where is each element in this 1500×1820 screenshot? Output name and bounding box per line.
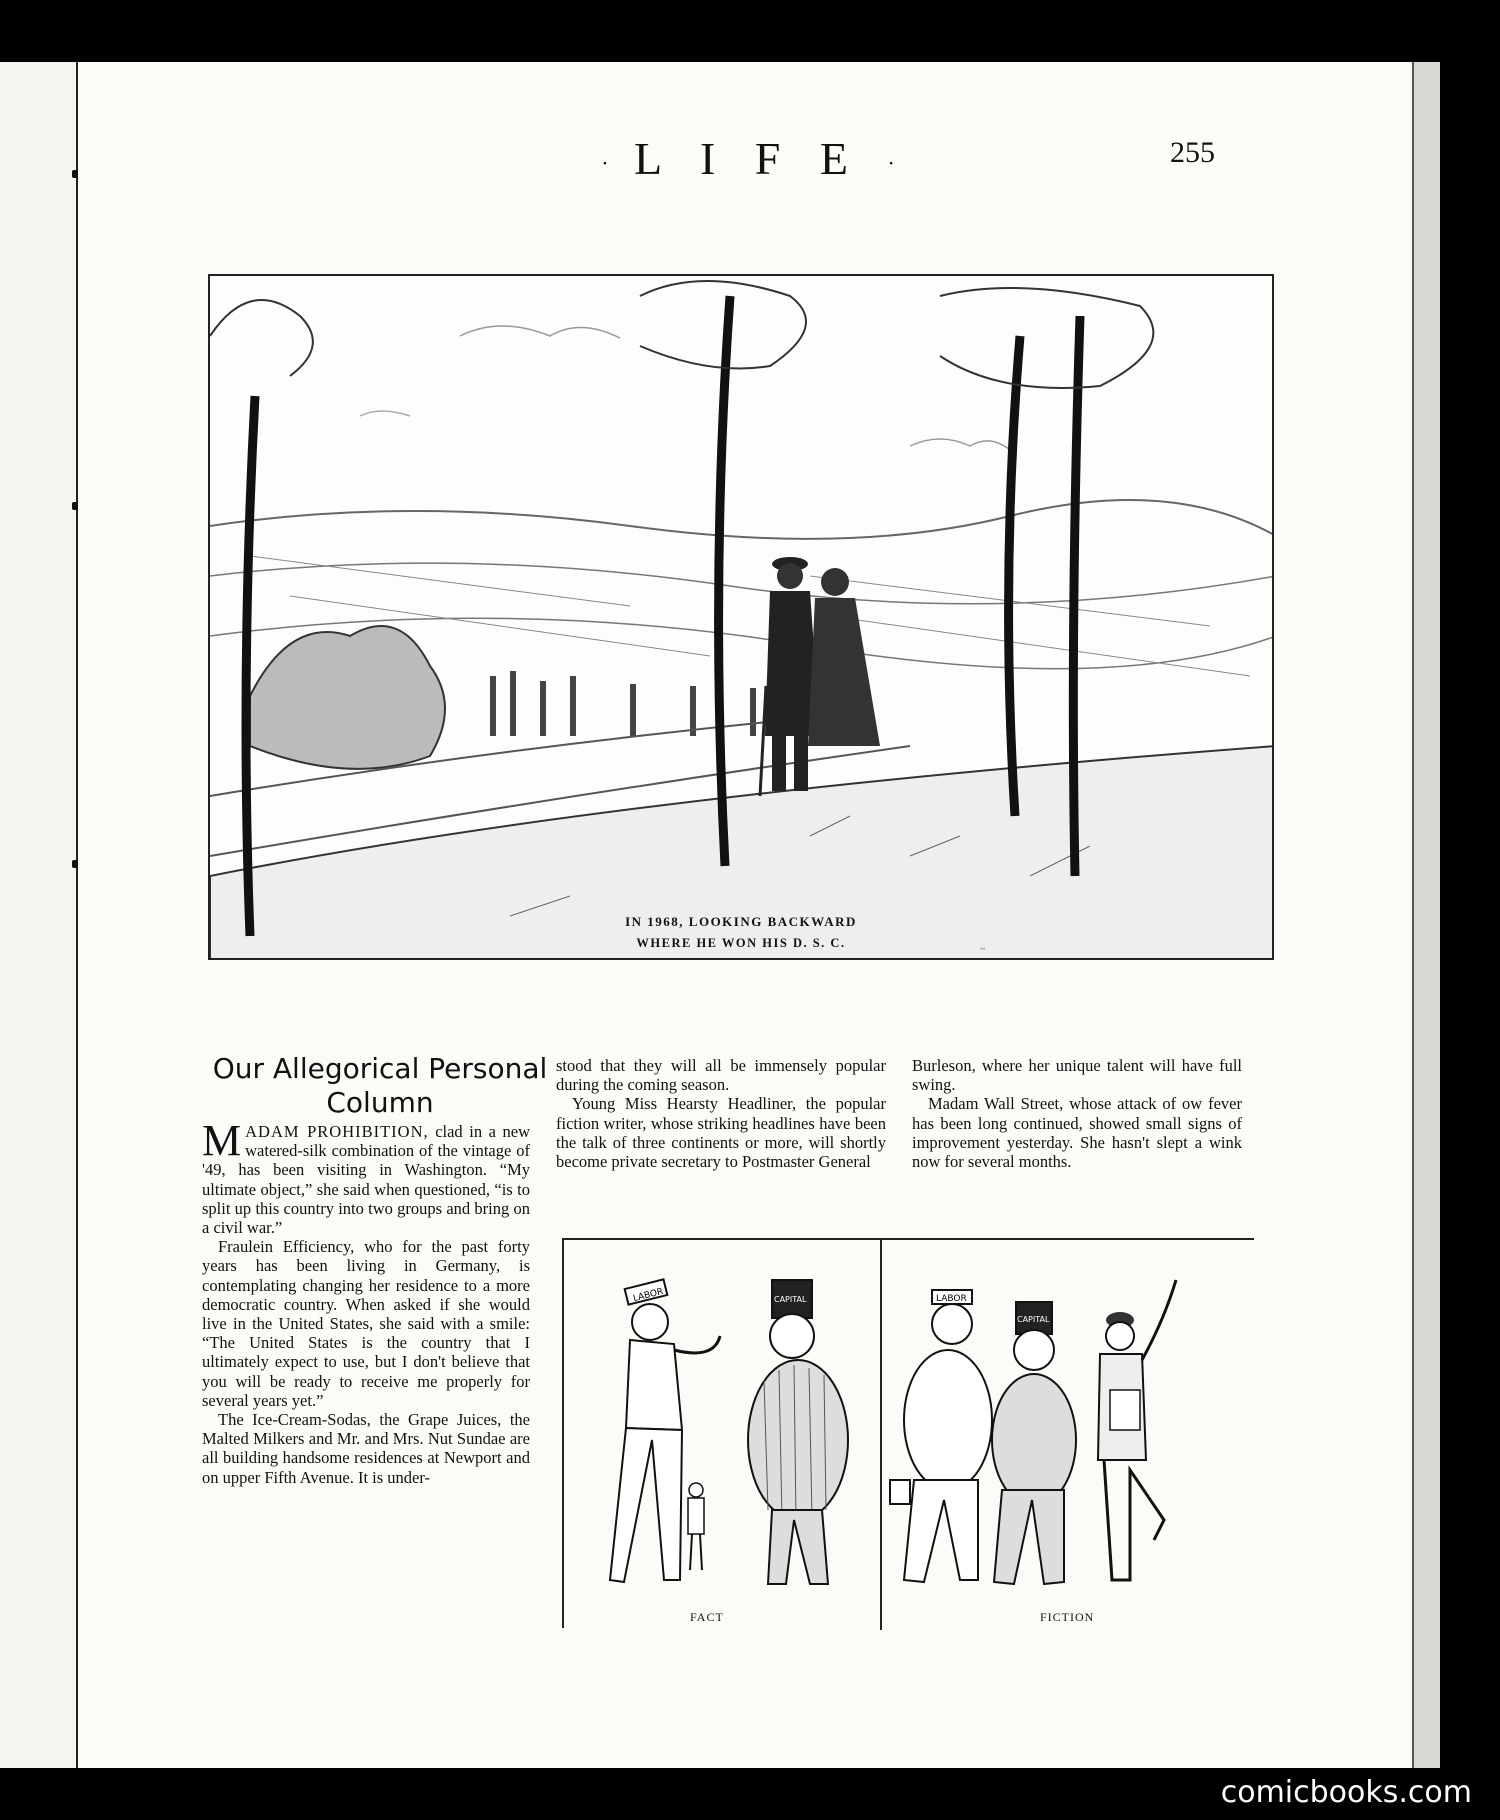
article-column-2 [556, 1056, 886, 1171]
page-number: 255 [1170, 136, 1215, 169]
magazine-title: L I F E [634, 133, 862, 184]
site-watermark: comicbooks.com [1220, 1775, 1472, 1810]
paragraph-sodas: The Ice-Cream-Sodas, the Grape Juices, the Malted Milkers and Mr. and Mrs. Nut Sundae are all building handsome residences at Newport and on upper Fifth Avenue. It is under- [202, 1410, 530, 1487]
paragraph-headliner: Young Miss Hearsty Headliner, the popular fiction writer, whose striking headlines have been the talk of three continents or more, will shortly become private secretary to Postmaster General [556, 1094, 886, 1172]
fact-small-figure [688, 1483, 704, 1570]
paragraph-continued: stood that they will all be immensely popular during the coming season. [556, 1056, 886, 1095]
previous-page-edge [0, 62, 78, 1768]
landscape-illustration [208, 274, 1274, 960]
fiction-common-people-figure [1098, 1280, 1176, 1580]
artist-signature: ~ [980, 944, 986, 955]
page-spine [1412, 62, 1440, 1768]
fiction-capital-figure [992, 1302, 1076, 1584]
masthead-bullet-right: · [887, 150, 895, 176]
paragraph-burleson: Burleson, where her unique talent will have full swing. [912, 1056, 1242, 1095]
fiction-labor-figure [890, 1290, 992, 1582]
cartoon-caption-fiction: FICTION [1040, 1610, 1095, 1624]
svg-text:CAPITAL: CAPITAL [1017, 1315, 1050, 1324]
article-column-3 [912, 1056, 1242, 1171]
landscape-drawing [210, 276, 1274, 960]
paragraph-text: clad in a new watered-silk combination of the vintage of '49, has been visiting in Washington. “My ultimate object,” she said when questioned, “is to split up this country into two groups and bring on a civil war.” [202, 1122, 530, 1238]
paragraph-wall-street: Madam Wall Street, whose attack of ow fever has been long continued, showed small signs of improvement yesterday. She hasn't slept a wink now for several months. [912, 1094, 1242, 1172]
lead-caps: ADAM PROHIBITION, [245, 1122, 429, 1141]
article-column-1 [202, 1116, 530, 1487]
paragraph-efficiency: Fraulein Efficiency, who for the past forty years has been living in Germany, is contemplating changing her residence to a more democratic country. When asked if she would live in the United States, she said with a smile: “The United States is the country that I ultimately expect to use, but I don't believe that you will be ready to receive me properly for several years yet.” [202, 1237, 530, 1410]
svg-text:LABOR: LABOR [936, 1294, 967, 1304]
article-headline: Our Allegorical Personal Column [212, 1052, 548, 1119]
masthead [78, 132, 1418, 185]
cartoon-drawing [564, 1240, 1256, 1630]
illustration-caption-line2: WHERE HE WON HIS D. S. C. [636, 936, 846, 950]
fact-labor-figure [610, 1279, 720, 1582]
illustration-caption-line1: IN 1968, LOOKING BACKWARD [625, 914, 857, 929]
svg-text:CAPITAL: CAPITAL [774, 1295, 807, 1304]
fact-fiction-cartoon [562, 1238, 1254, 1628]
paragraph-prohibition [202, 1116, 530, 1238]
drop-cap: M [202, 1116, 242, 1165]
fact-capital-figure [748, 1280, 848, 1584]
cartoon-caption-fact: FACT [690, 1610, 724, 1624]
svg-text:LABOR: LABOR [632, 1286, 665, 1305]
masthead-bullet-left: · [601, 150, 609, 176]
